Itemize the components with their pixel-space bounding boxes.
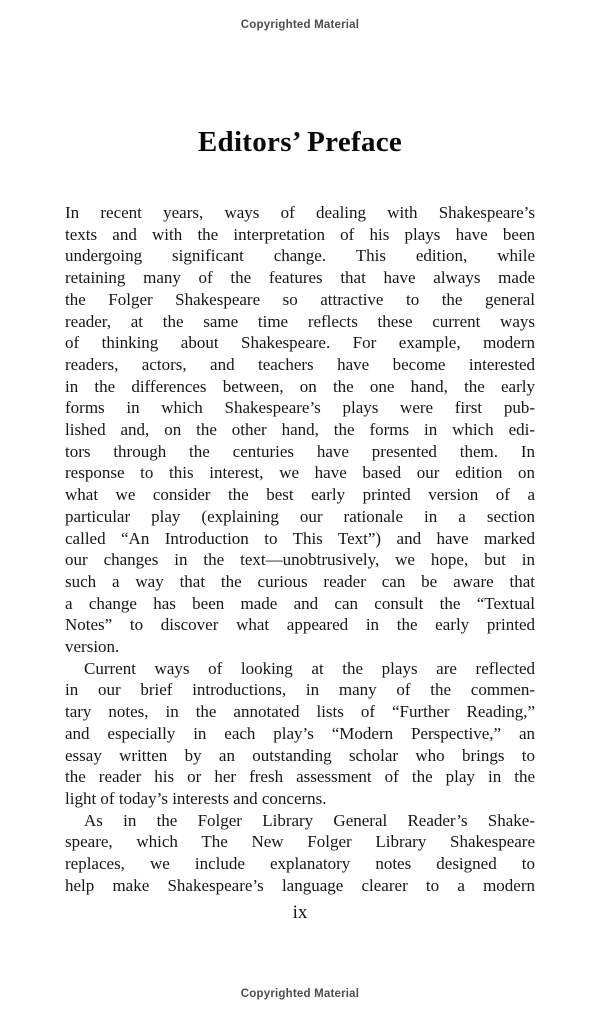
text-line: our changes in the text—unobtrusively, we hope, but in — [65, 550, 535, 570]
text-line: what we consider the best early printed version of a — [65, 485, 535, 505]
text-line: in the differences between, on the one hand, the early — [65, 376, 535, 396]
text-line: As in the Folger Library General Reader’s Shake- — [84, 810, 535, 830]
text-line: essay written by an outstanding scholar who brings to — [65, 745, 535, 765]
text-line: tors through the centuries have presented them. In — [65, 441, 535, 461]
text-line: of thinking about Shakespeare. For example, modern — [65, 333, 535, 353]
text-line: a change has been made and can consult the “Textual — [65, 593, 535, 613]
text-line: particular play (explaining our rationale in a section — [65, 506, 535, 526]
text-line: light of today’s interests and concerns. — [65, 788, 327, 808]
text-line: the reader his or her fresh assessment of the play in the — [65, 767, 535, 787]
text-line: tary notes, in the annotated lists of “Further Reading,” — [65, 702, 535, 722]
paragraph — [65, 202, 535, 658]
text-line: replaces, we include explanatory notes designed to — [65, 854, 535, 874]
text-line: In recent years, ways of dealing with Shakespeare’s — [65, 203, 535, 222]
text-line: speare, which The New Folger Library Shakespeare — [65, 832, 535, 852]
text-line: Current ways of looking at the plays are reflected — [84, 658, 535, 678]
page-title: Editors’ Preface — [197, 126, 403, 158]
text-line: response to this interest, we have based our edition on — [65, 463, 535, 483]
page-number: ix — [292, 902, 308, 923]
paragraph — [65, 658, 535, 810]
text-line: undergoing significant change. This edition, while — [65, 246, 535, 266]
text-line: such a way that the curious reader can be aware that — [65, 571, 535, 591]
text-line: reader, at the same time reflects these current ways — [65, 311, 535, 331]
text-line: readers, actors, and teachers have become interested — [65, 354, 535, 374]
text-line: Notes” to discover what appeared in the early printed — [65, 615, 535, 635]
text-line: called “An Introduction to This Text”) and have marked — [65, 528, 535, 548]
body-text — [65, 202, 535, 897]
text-line: lished and, on the other hand, the forms in which edi- — [65, 420, 535, 440]
text-line: retaining many of the features that have always made — [65, 268, 535, 288]
text-line: help make Shakespeare’s language clearer to a modern — [65, 875, 535, 895]
copyright-notice-bottom: Copyrighted Material — [240, 988, 360, 1000]
copyright-notice-top: Copyrighted Material — [240, 19, 360, 31]
text-line: forms in which Shakespeare’s plays were first pub- — [65, 398, 535, 418]
paragraph — [65, 810, 535, 897]
text-line: texts and with the interpretation of his plays have been — [65, 224, 535, 244]
text-line: and especially in each play’s “Modern Perspective,” an — [65, 723, 535, 743]
text-line: the Folger Shakespeare so attractive to the general — [65, 289, 535, 309]
text-line: in our brief introductions, in many of the commen- — [65, 680, 535, 700]
text-line: version. — [65, 637, 120, 657]
